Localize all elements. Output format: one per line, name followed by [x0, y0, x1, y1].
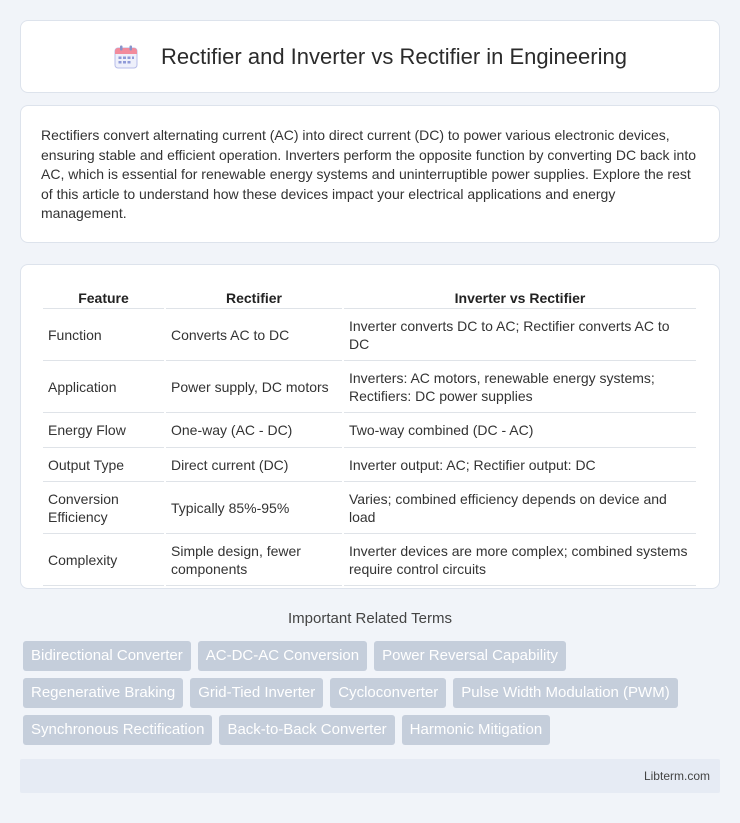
cell-rectifier: Converts AC to DC — [166, 311, 342, 361]
related-term-tag[interactable]: Pulse Width Modulation (PWM) — [453, 678, 677, 708]
cell-rectifier: Direct current (DC) — [166, 450, 342, 483]
related-terms-list — [23, 641, 723, 752]
cell-inverter-vs-rectifier: Varies; combined efficiency depends on device and load — [344, 484, 696, 534]
related-term-tag[interactable]: Regenerative Braking — [23, 678, 183, 708]
header-feature: Feature — [43, 287, 164, 309]
footer — [20, 759, 720, 793]
table-header-row — [43, 287, 696, 309]
comparison-table-card — [20, 264, 720, 589]
cell-inverter-vs-rectifier: Two-way combined (DC - AC) — [344, 415, 696, 448]
intro-card — [20, 105, 720, 243]
calendar-icon — [113, 44, 139, 70]
cell-inverter-vs-rectifier: Inverter output: AC; Rectifier output: DC — [344, 450, 696, 483]
cell-rectifier: Power supply, DC motors — [166, 363, 342, 413]
table-row — [43, 311, 696, 361]
cell-inverter-vs-rectifier: Inverter devices are more complex; combined systems require control circuits — [344, 536, 696, 586]
cell-rectifier: Typically 85%-95% — [166, 484, 342, 534]
table-row — [43, 536, 696, 586]
title-card — [20, 20, 720, 93]
cell-feature: Complexity — [43, 536, 164, 586]
cell-rectifier: Simple design, fewer components — [166, 536, 342, 586]
cell-feature: Output Type — [43, 450, 164, 483]
cell-feature: Function — [43, 311, 164, 361]
table-row — [43, 450, 696, 483]
related-term-tag[interactable]: Back-to-Back Converter — [219, 715, 394, 745]
related-terms-heading: Important Related Terms — [288, 610, 452, 627]
cell-feature: Application — [43, 363, 164, 413]
related-term-tag[interactable]: Cycloconverter — [330, 678, 446, 708]
related-term-tag[interactable]: Synchronous Rectification — [23, 715, 212, 745]
header-inverter-vs-rectifier: Inverter vs Rectifier — [344, 287, 696, 309]
comparison-table — [41, 285, 698, 588]
header-rectifier: Rectifier — [166, 287, 342, 309]
cell-feature: Energy Flow — [43, 415, 164, 448]
table-row — [43, 484, 696, 534]
cell-inverter-vs-rectifier: Inverters: AC motors, renewable energy systems; Rectifiers: DC power supplies — [344, 363, 696, 413]
related-term-tag[interactable]: AC-DC-AC Conversion — [198, 641, 367, 671]
table-row — [43, 415, 696, 448]
intro-paragraph: Rectifiers convert alternating current (AC) into direct current (DC) to power various electronic devices, ensuring stable and efficient operation. Inverters perform the opposite function by converting DC back into AC, which is essential for renewable energy systems and uninterruptible power supplies. Explore the rest of this article to understand how these devices impact your electrical applications and energy management. — [41, 127, 697, 221]
cell-inverter-vs-rectifier: Inverter converts DC to AC; Rectifier converts AC to DC — [344, 311, 696, 361]
page-title: Rectifier and Inverter vs Rectifier in Engineering — [161, 43, 627, 69]
related-term-tag[interactable]: Bidirectional Converter — [23, 641, 191, 671]
footer-brand-link[interactable]: Libterm.com — [643, 769, 710, 783]
table-row — [43, 363, 696, 413]
cell-feature: Conversion Efficiency — [43, 484, 164, 534]
related-term-tag[interactable]: Grid-Tied Inverter — [190, 678, 323, 708]
related-term-tag[interactable]: Power Reversal Capability — [374, 641, 566, 671]
related-term-tag[interactable]: Harmonic Mitigation — [402, 715, 551, 745]
cell-rectifier: One-way (AC - DC) — [166, 415, 342, 448]
